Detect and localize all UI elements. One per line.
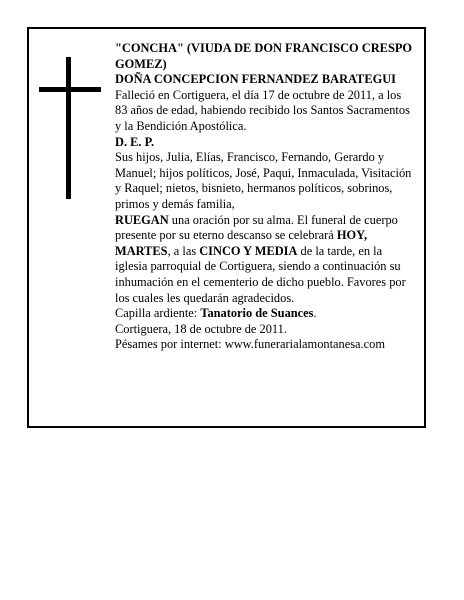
dep-line: D. E. P. <box>115 134 155 149</box>
funeral-paragraph <box>115 213 415 307</box>
family-paragraph: Sus hijos, Julia, Elías, Francisco, Fernando, Gerardo y Manuel; hijos políticos, José, Paqui, Inmaculada, Visitación y Raquel; nietos, bisnieto, hermanos políticos, sobrinos, primos y demás familia, <box>115 150 412 211</box>
funeral-text-3: de la tarde, en la iglesia parroquial de Cortiguera, siendo a continuación su inhumación en el cementerio de dicho pueblo. Favores por los cuales les quedarán agradecidos. <box>115 243 406 305</box>
notice-heading-alias: "CONCHA" (VIUDA DE DON FRANCISCO CRESPO GOMEZ) <box>115 41 413 71</box>
death-paragraph: Falleció en Cortiguera, el día 17 de octubre de 2011, a los 83 años de edad, habiendo recibido los Santos Sacramentos y la Bendición Apostólica. <box>115 87 410 133</box>
funeral-text-1: una oración por su alma. El funeral de cuerpo presente por su eterno descanso se celebrará <box>115 212 398 243</box>
funeral-day: HOY, MARTES <box>115 228 368 258</box>
chapel-name: Tanatorio de Suances <box>200 306 314 321</box>
chapel-line <box>115 306 415 322</box>
cross-vertical-bar <box>66 57 71 199</box>
ruegan-text: RUEGAN <box>115 212 169 227</box>
notice-text <box>115 41 415 353</box>
notice-heading-name: DOÑA CONCEPCION FERNANDEZ BARATEGUI <box>115 72 396 87</box>
cross-icon <box>39 57 101 199</box>
place-date-line: Cortiguera, 18 de octubre de 2011. <box>115 321 287 336</box>
chapel-end: . <box>313 306 317 321</box>
funeral-text-2: , a las <box>167 243 200 258</box>
chapel-label: Capilla ardiente: <box>115 306 201 321</box>
obituary-notice <box>27 27 426 428</box>
cross-horizontal-bar <box>39 87 101 92</box>
funeral-time: CINCO Y MEDIA <box>199 243 298 258</box>
condolences-line: Pésames por internet: www.funerarialamontanesa.com <box>115 337 385 352</box>
